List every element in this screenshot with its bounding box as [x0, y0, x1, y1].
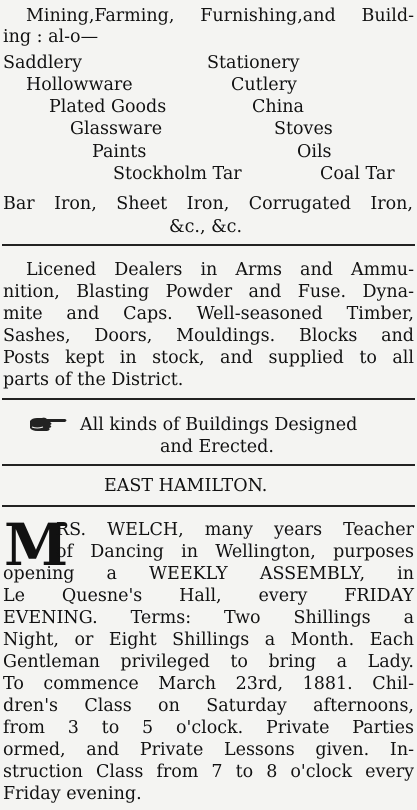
item-oils: Oils: [297, 142, 332, 162]
welch-line-13: Friday evening.: [3, 784, 142, 804]
intro-line-2: ing : al-o—: [3, 27, 99, 47]
item-stationery: Stationery: [207, 53, 300, 73]
iron-line-1: Bar Iron, Sheet Iron, Corrugated Iron,: [3, 194, 413, 214]
dealers-line-3: mite and Caps. Well-seasoned Timber,: [3, 304, 414, 324]
welch-line-7: Gentleman privileged to bring a Lady.: [3, 652, 414, 672]
item-cutlery: Cutlery: [231, 75, 297, 95]
item-saddlery: Saddlery: [3, 53, 83, 73]
welch-line-8: To commence March 23rd, 1881. Chil-: [3, 674, 414, 694]
welch-line-3: opening a WEEKLY ASSEMBLY, in: [3, 564, 414, 584]
item-stockholm-tar: Stockholm Tar: [113, 164, 242, 184]
dealers-line-6: parts of the District.: [3, 370, 184, 390]
iron-line-2: &c., &c.: [169, 217, 243, 237]
buildings-line-2: and Erected.: [160, 437, 274, 457]
item-china: China: [252, 97, 304, 117]
east-hamilton-heading: EAST HAMILTON.: [104, 476, 268, 496]
welch-line-4: Le Quesne's Hall, every FRIDAY: [3, 586, 414, 606]
welch-line-6: Night, or Eight Shillings a Month. Each: [3, 630, 414, 650]
welch-line-11: ormed, and Private Lessons given. In-: [3, 740, 414, 760]
buildings-line-1: All kinds of Buildings Designed: [80, 415, 358, 435]
divider-rule: [2, 505, 415, 507]
divider-rule: [2, 244, 415, 246]
item-plated-goods: Plated Goods: [49, 97, 167, 117]
divider-rule: [2, 464, 415, 466]
dealers-line-2: nition, Blasting Powder and Fuse. Dyna-: [3, 282, 414, 302]
welch-line-2: of Dancing in Wellington, purposes: [56, 542, 414, 562]
welch-line-9: dren's Class on Saturday afternoons,: [3, 696, 414, 716]
dealers-line-1: Licened Dealers in Arms and Ammu-: [26, 260, 414, 280]
divider-rule: [2, 398, 415, 400]
item-paints: Paints: [92, 142, 147, 162]
dealers-line-4: Sashes, Doors, Mouldings. Blocks and: [3, 326, 414, 346]
welch-line-10: from 3 to 5 o'clock. Private Parties: [3, 718, 414, 738]
item-hollowware: Hollowware: [26, 75, 133, 95]
welch-line-5: EVENING. Terms: Two Shillings a: [3, 608, 414, 628]
item-glassware: Glassware: [70, 119, 163, 139]
welch-line-1: RS. WELCH, many years Teacher: [56, 520, 414, 540]
dealers-line-5: Posts kept in stock, and supplied to all: [3, 348, 414, 368]
intro-line-1: Mining,Farming, Furnishing,and Build-: [26, 6, 414, 26]
item-stoves: Stoves: [274, 119, 333, 139]
drop-cap-letter: M: [4, 511, 69, 579]
welch-line-12: struction Class from 7 to 8 o'clock every: [3, 762, 414, 782]
item-coal-tar: Coal Tar: [320, 164, 395, 184]
pointing-hand-icon: [28, 415, 68, 435]
